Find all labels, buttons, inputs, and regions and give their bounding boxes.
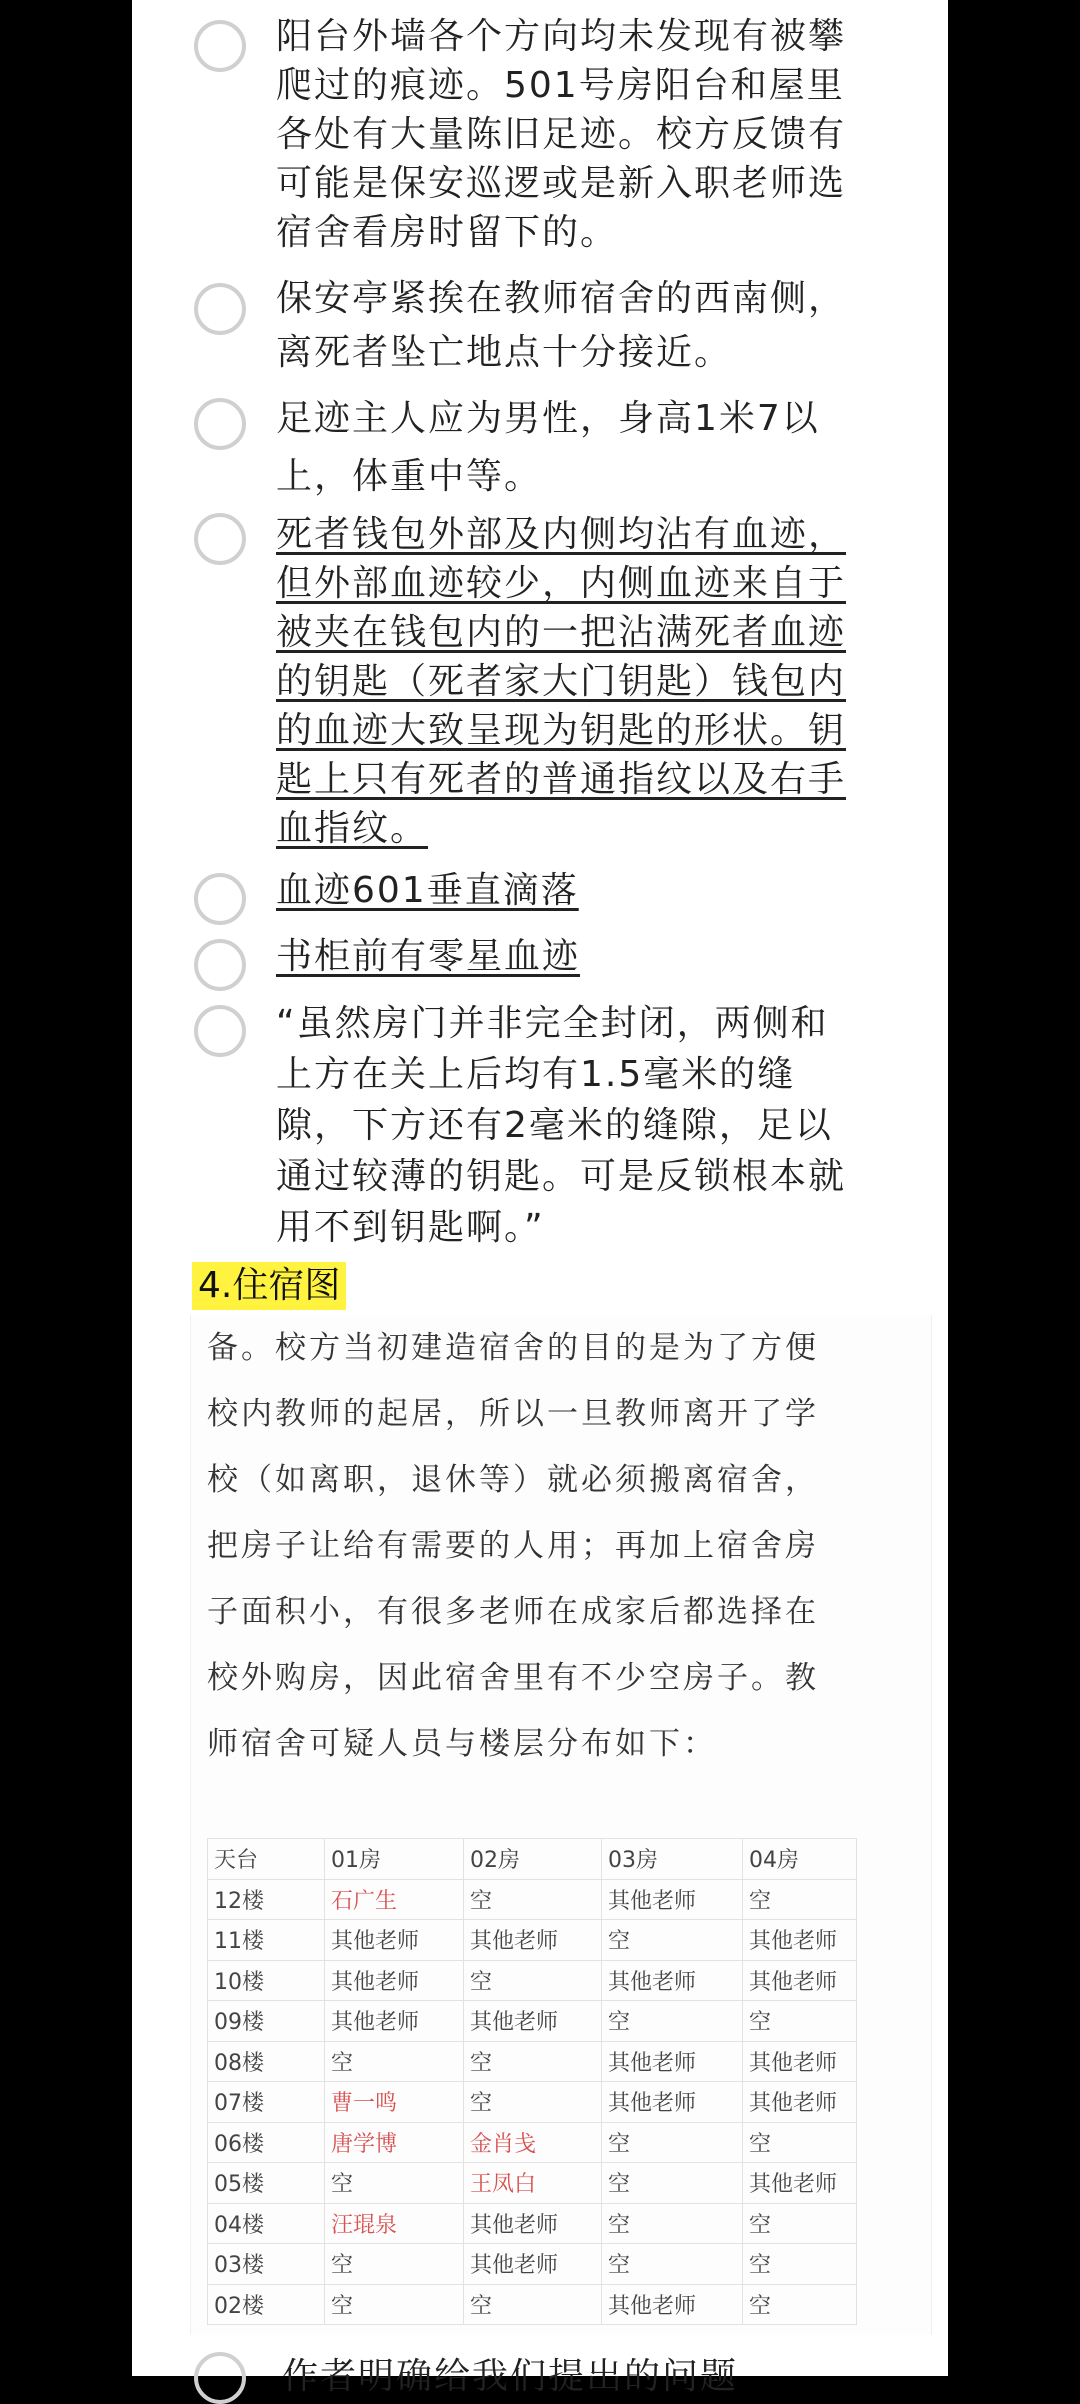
text-line: 匙上只有死者的普通指纹以及右手 — [276, 759, 847, 800]
table-cell: 其他老师 — [743, 1960, 857, 2001]
checklist-item-text — [276, 866, 926, 916]
table-cell: 09楼 — [208, 2001, 325, 2042]
paragraph-line: 子面积小，有很多老师在成家后都选择在 — [207, 1594, 819, 1630]
dormitory-description — [207, 1315, 907, 1777]
checklist-item-text: 作者明确给我们提出的问题 — [282, 2356, 739, 2397]
table-cell: 其他老师 — [743, 2082, 857, 2123]
table-cell: 其他老师 — [464, 2001, 602, 2042]
text-line: 死者钱包外部及内侧均沾有血迹， — [276, 514, 847, 555]
paragraph-line: 校（如离职，退休等）就必须搬离宿舍， — [207, 1462, 819, 1498]
checkbox[interactable] — [194, 873, 246, 925]
table-cell: 04楼 — [208, 2203, 325, 2244]
text-line: 足迹主人应为男性，身高1米7以 — [276, 398, 820, 439]
table-cell: 02房 — [464, 1839, 602, 1880]
checkbox[interactable] — [194, 20, 246, 72]
table-row — [208, 1879, 857, 1920]
checklist-item-text — [276, 932, 926, 982]
text-line: 被夹在钱包内的一把沾满死者血迹 — [276, 612, 847, 653]
table-cell: 空 — [602, 2001, 743, 2042]
table-cell: 空 — [743, 1879, 857, 1920]
table-cell: 王凤白 — [464, 2163, 602, 2204]
text-line: 血迹601垂直滴落 — [276, 870, 579, 911]
table-cell: 05楼 — [208, 2163, 325, 2204]
table-cell: 03楼 — [208, 2244, 325, 2285]
table-cell: 空 — [602, 2244, 743, 2285]
table-cell: 空 — [325, 2244, 464, 2285]
table-cell: 空 — [464, 2284, 602, 2325]
table-cell: 其他老师 — [602, 1879, 743, 1920]
table-cell: 汪琨泉 — [325, 2203, 464, 2244]
table-row — [208, 2122, 857, 2163]
table-cell: 空 — [743, 2203, 857, 2244]
table-cell: 其他老师 — [602, 2041, 743, 2082]
text-line: 各处有大量陈旧足迹。校方反馈有 — [276, 114, 847, 155]
table-cell: 08楼 — [208, 2041, 325, 2082]
text-line: 书柜前有零星血迹 — [276, 936, 581, 977]
table-row — [208, 2001, 857, 2042]
text-line: 但外部血迹较少，内侧血迹来自于 — [276, 563, 847, 604]
text-line: 上方在关上后均有1.5毫米的缝 — [276, 1054, 796, 1095]
checklist-item-text — [276, 272, 926, 380]
table-cell: 空 — [464, 1879, 602, 1920]
table-row — [208, 2244, 857, 2285]
table-row — [208, 2163, 857, 2204]
table-cell: 其他老师 — [325, 1920, 464, 1961]
table-cell: 空 — [325, 2163, 464, 2204]
text-line: 用不到钥匙啊。” — [276, 1207, 545, 1248]
table-row — [208, 1920, 857, 1961]
checklist-item-text — [276, 390, 926, 506]
table-cell: 其他老师 — [464, 2203, 602, 2244]
checkbox[interactable] — [194, 513, 246, 565]
table-cell: 唐学博 — [325, 2122, 464, 2163]
checkbox[interactable] — [194, 939, 246, 991]
table-cell: 11楼 — [208, 1920, 325, 1961]
table-cell: 其他老师 — [464, 2244, 602, 2285]
checkbox[interactable] — [194, 283, 246, 335]
text-line: 保安亭紧挨在教师宿舍的西南侧， — [276, 278, 847, 319]
table-cell: 其他老师 — [325, 2001, 464, 2042]
table-cell: 石广生 — [325, 1879, 464, 1920]
text-line: 上，体重中等。 — [276, 456, 543, 497]
table-cell: 其他老师 — [602, 2082, 743, 2123]
table-cell: 空 — [602, 2163, 743, 2204]
table-cell: 空 — [464, 2082, 602, 2123]
table-row — [208, 1960, 857, 2001]
table-cell: 02楼 — [208, 2284, 325, 2325]
paragraph-line: 师宿舍可疑人员与楼层分布如下： — [207, 1726, 717, 1762]
table-cell: 曹一鸣 — [325, 2082, 464, 2123]
table-cell: 空 — [602, 1920, 743, 1961]
table-cell: 空 — [464, 2041, 602, 2082]
checklist-item-text — [276, 510, 926, 853]
text-line: 隙，下方还有2毫米的缝隙，足以 — [276, 1105, 833, 1146]
table-cell: 其他老师 — [464, 1920, 602, 1961]
table-cell: 其他老师 — [602, 1960, 743, 2001]
paragraph-line: 把房子让给有需要的人用；再加上宿舍房 — [207, 1528, 819, 1564]
document-page — [132, 0, 948, 2397]
table-cell: 其他老师 — [743, 1920, 857, 1961]
checklist-item-text — [276, 998, 926, 1253]
text-line: 血指纹。 — [276, 808, 429, 849]
table-row — [208, 2284, 857, 2325]
table-cell: 07楼 — [208, 2082, 325, 2123]
section-heading: 4.住宿图 — [192, 1262, 346, 1310]
embedded-image — [190, 1315, 932, 2335]
text-line: 阳台外墙各个方向均未发现有被攀 — [276, 16, 847, 57]
table-cell: 金肖戋 — [464, 2122, 602, 2163]
paragraph-line: 校内教师的起居，所以一旦教师离开了学 — [207, 1396, 819, 1432]
paragraph-line: 校外购房，因此宿舍里有不少空房子。教 — [207, 1660, 819, 1696]
table-cell: 空 — [602, 2122, 743, 2163]
text-line: 爬过的痕迹。501号房阳台和屋里 — [276, 65, 845, 106]
table-cell: 空 — [325, 2041, 464, 2082]
floor-plan-table — [207, 1838, 857, 2325]
text-line: 离死者坠亡地点十分接近。 — [276, 332, 733, 373]
table-header-row — [208, 1839, 857, 1880]
table-cell: 03房 — [602, 1839, 743, 1880]
table-cell: 其他老师 — [743, 2163, 857, 2204]
text-line: 通过较薄的钥匙。可是反锁根本就 — [276, 1156, 847, 1197]
table-row — [208, 2203, 857, 2244]
table-cell: 天台 — [208, 1839, 325, 1880]
table-cell: 06楼 — [208, 2122, 325, 2163]
paragraph-line: 备。校方当初建造宿舍的目的是为了方便 — [207, 1330, 819, 1366]
table-row — [208, 2041, 857, 2082]
text-line: “虽然房门并非完全封闭，两侧和 — [276, 1003, 829, 1044]
table-cell: 其他老师 — [325, 1960, 464, 2001]
checkbox[interactable] — [194, 1005, 246, 1057]
text-line: 宿舍看房时留下的。 — [276, 212, 619, 253]
table-cell: 空 — [743, 2244, 857, 2285]
table-cell: 10楼 — [208, 1960, 325, 2001]
checklist-item-text — [276, 12, 926, 257]
table-cell: 空 — [602, 2203, 743, 2244]
text-line: 的钥匙（死者家大门钥匙）钱包内 — [276, 661, 847, 702]
table-cell: 其他老师 — [743, 2041, 857, 2082]
checkbox[interactable] — [194, 2352, 246, 2404]
table-cell: 12楼 — [208, 1879, 325, 1920]
table-cell: 空 — [743, 2001, 857, 2042]
table-cell: 01房 — [325, 1839, 464, 1880]
table-cell: 空 — [743, 2284, 857, 2325]
table-cell: 空 — [464, 1960, 602, 2001]
table-cell: 其他老师 — [602, 2284, 743, 2325]
checkbox[interactable] — [194, 398, 246, 450]
table-cell: 空 — [743, 2122, 857, 2163]
table-cell: 04房 — [743, 1839, 857, 1880]
table-cell: 空 — [325, 2284, 464, 2325]
text-line: 的血迹大致呈现为钥匙的形状。钥 — [276, 710, 847, 751]
text-line: 可能是保安巡逻或是新入职老师选 — [276, 163, 847, 204]
table-row — [208, 2082, 857, 2123]
